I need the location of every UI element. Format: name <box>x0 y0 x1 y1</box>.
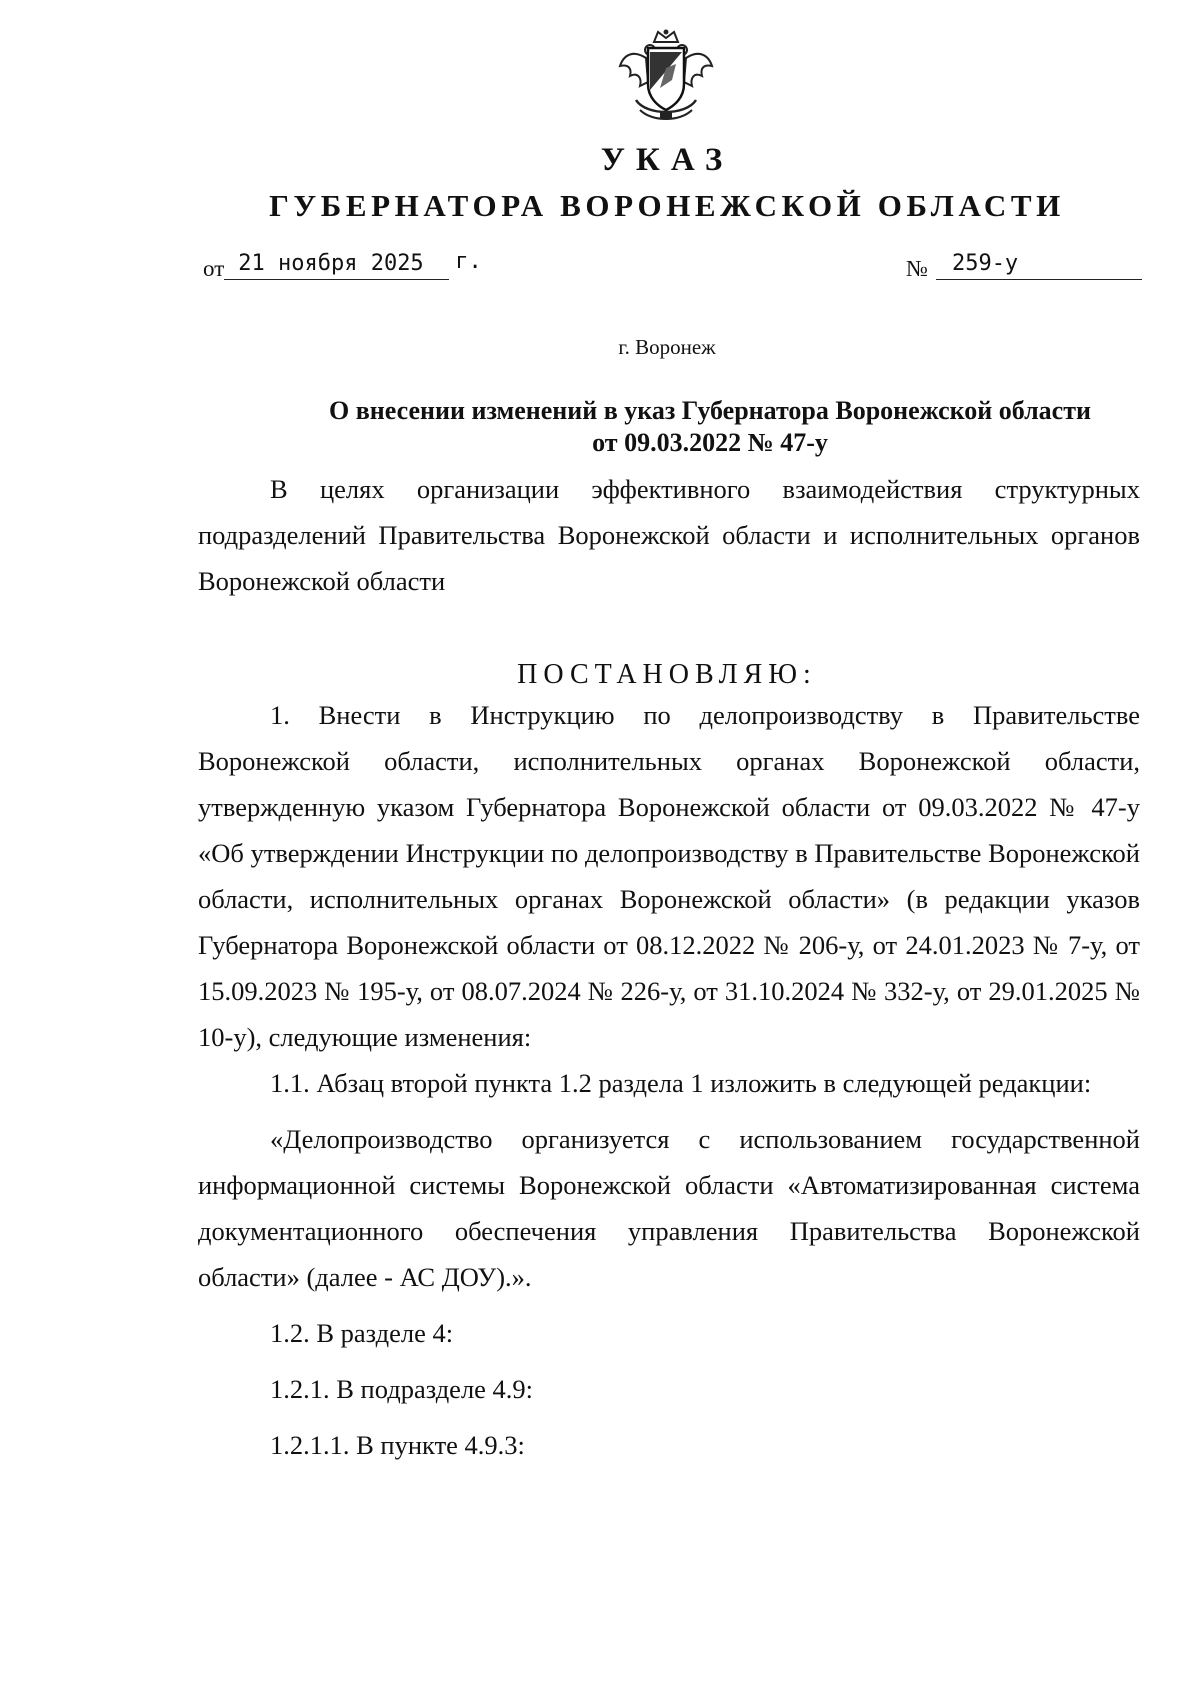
preamble-paragraph: В целях организации эффективного взаимодействия структурных подразделений Правительства Воронежской области и исполнительных органов Воронежской области <box>198 474 1140 596</box>
document-date <box>203 249 482 286</box>
item-1-1-paragraph: 1.1. Абзац второй пункта 1.2 раздела 1 изложить в следующей редакции: <box>270 1068 1092 1098</box>
document-type-title: УКАЗ <box>600 142 734 178</box>
item-1-paragraph: 1. Внести в Инструкцию по делопроизводству в Правительстве Воронежской области, исполнительных органах Воронежской области, утвержденную указом Губернатора Воронежской области от 09.03.2022 № 47-у «Об утверждении Инструкции по делопроизводству в Правительстве Воронежской области, исполнительных органах Воронежской области» (в редакции указов Губернатора Воронежской области от 08.12.2022 № 206-у, от 24.01.2023 № 7-у, от 15.09.2023 № 195-у, от 08.07.2024 № 226-у, от 31.10.2024 № 332-у, от 29.01.2025 № 10-у), следующие изменения: <box>198 700 1140 1052</box>
coat-of-arms-emblem <box>616 28 716 124</box>
decree-subject <box>260 395 1160 459</box>
ordering-word: ПОСТАНОВЛЯЮ: <box>517 659 817 690</box>
document-number <box>906 251 1142 286</box>
number-prefix: № <box>906 256 928 281</box>
subject-line-1: О внесении изменений в указ Губернатора Воронежской области <box>329 396 1091 425</box>
decree-items <box>198 692 1140 1468</box>
preamble-block <box>198 466 1140 604</box>
date-suffix: г. <box>455 249 482 274</box>
item-1-2-1-paragraph: 1.2.1. В подразделе 4.9: <box>270 1374 534 1404</box>
city-of-issue: г. Воронеж <box>618 335 716 359</box>
date-value: 21 ноября 2025 <box>224 249 449 280</box>
subject-line-2: от 09.03.2022 № 47-у <box>592 428 828 457</box>
item-1-2-1-1-paragraph: 1.2.1.1. В пункте 4.9.3: <box>270 1430 525 1460</box>
date-prefix: от <box>203 256 225 281</box>
quoted-text-paragraph: «Делопроизводство организуется с использованием государственной информационной системы Воронежской области «Автоматизированная система документационного обеспечения управления Правительства Воронежской области» (далее - АС ДОУ).». <box>198 1124 1140 1292</box>
issuing-authority: ГУБЕРНАТОРА ВОРОНЕЖСКОЙ ОБЛАСТИ <box>269 188 1065 223</box>
item-1-2-paragraph: 1.2. В разделе 4: <box>270 1318 454 1348</box>
number-value: 259-у <box>936 249 1142 280</box>
